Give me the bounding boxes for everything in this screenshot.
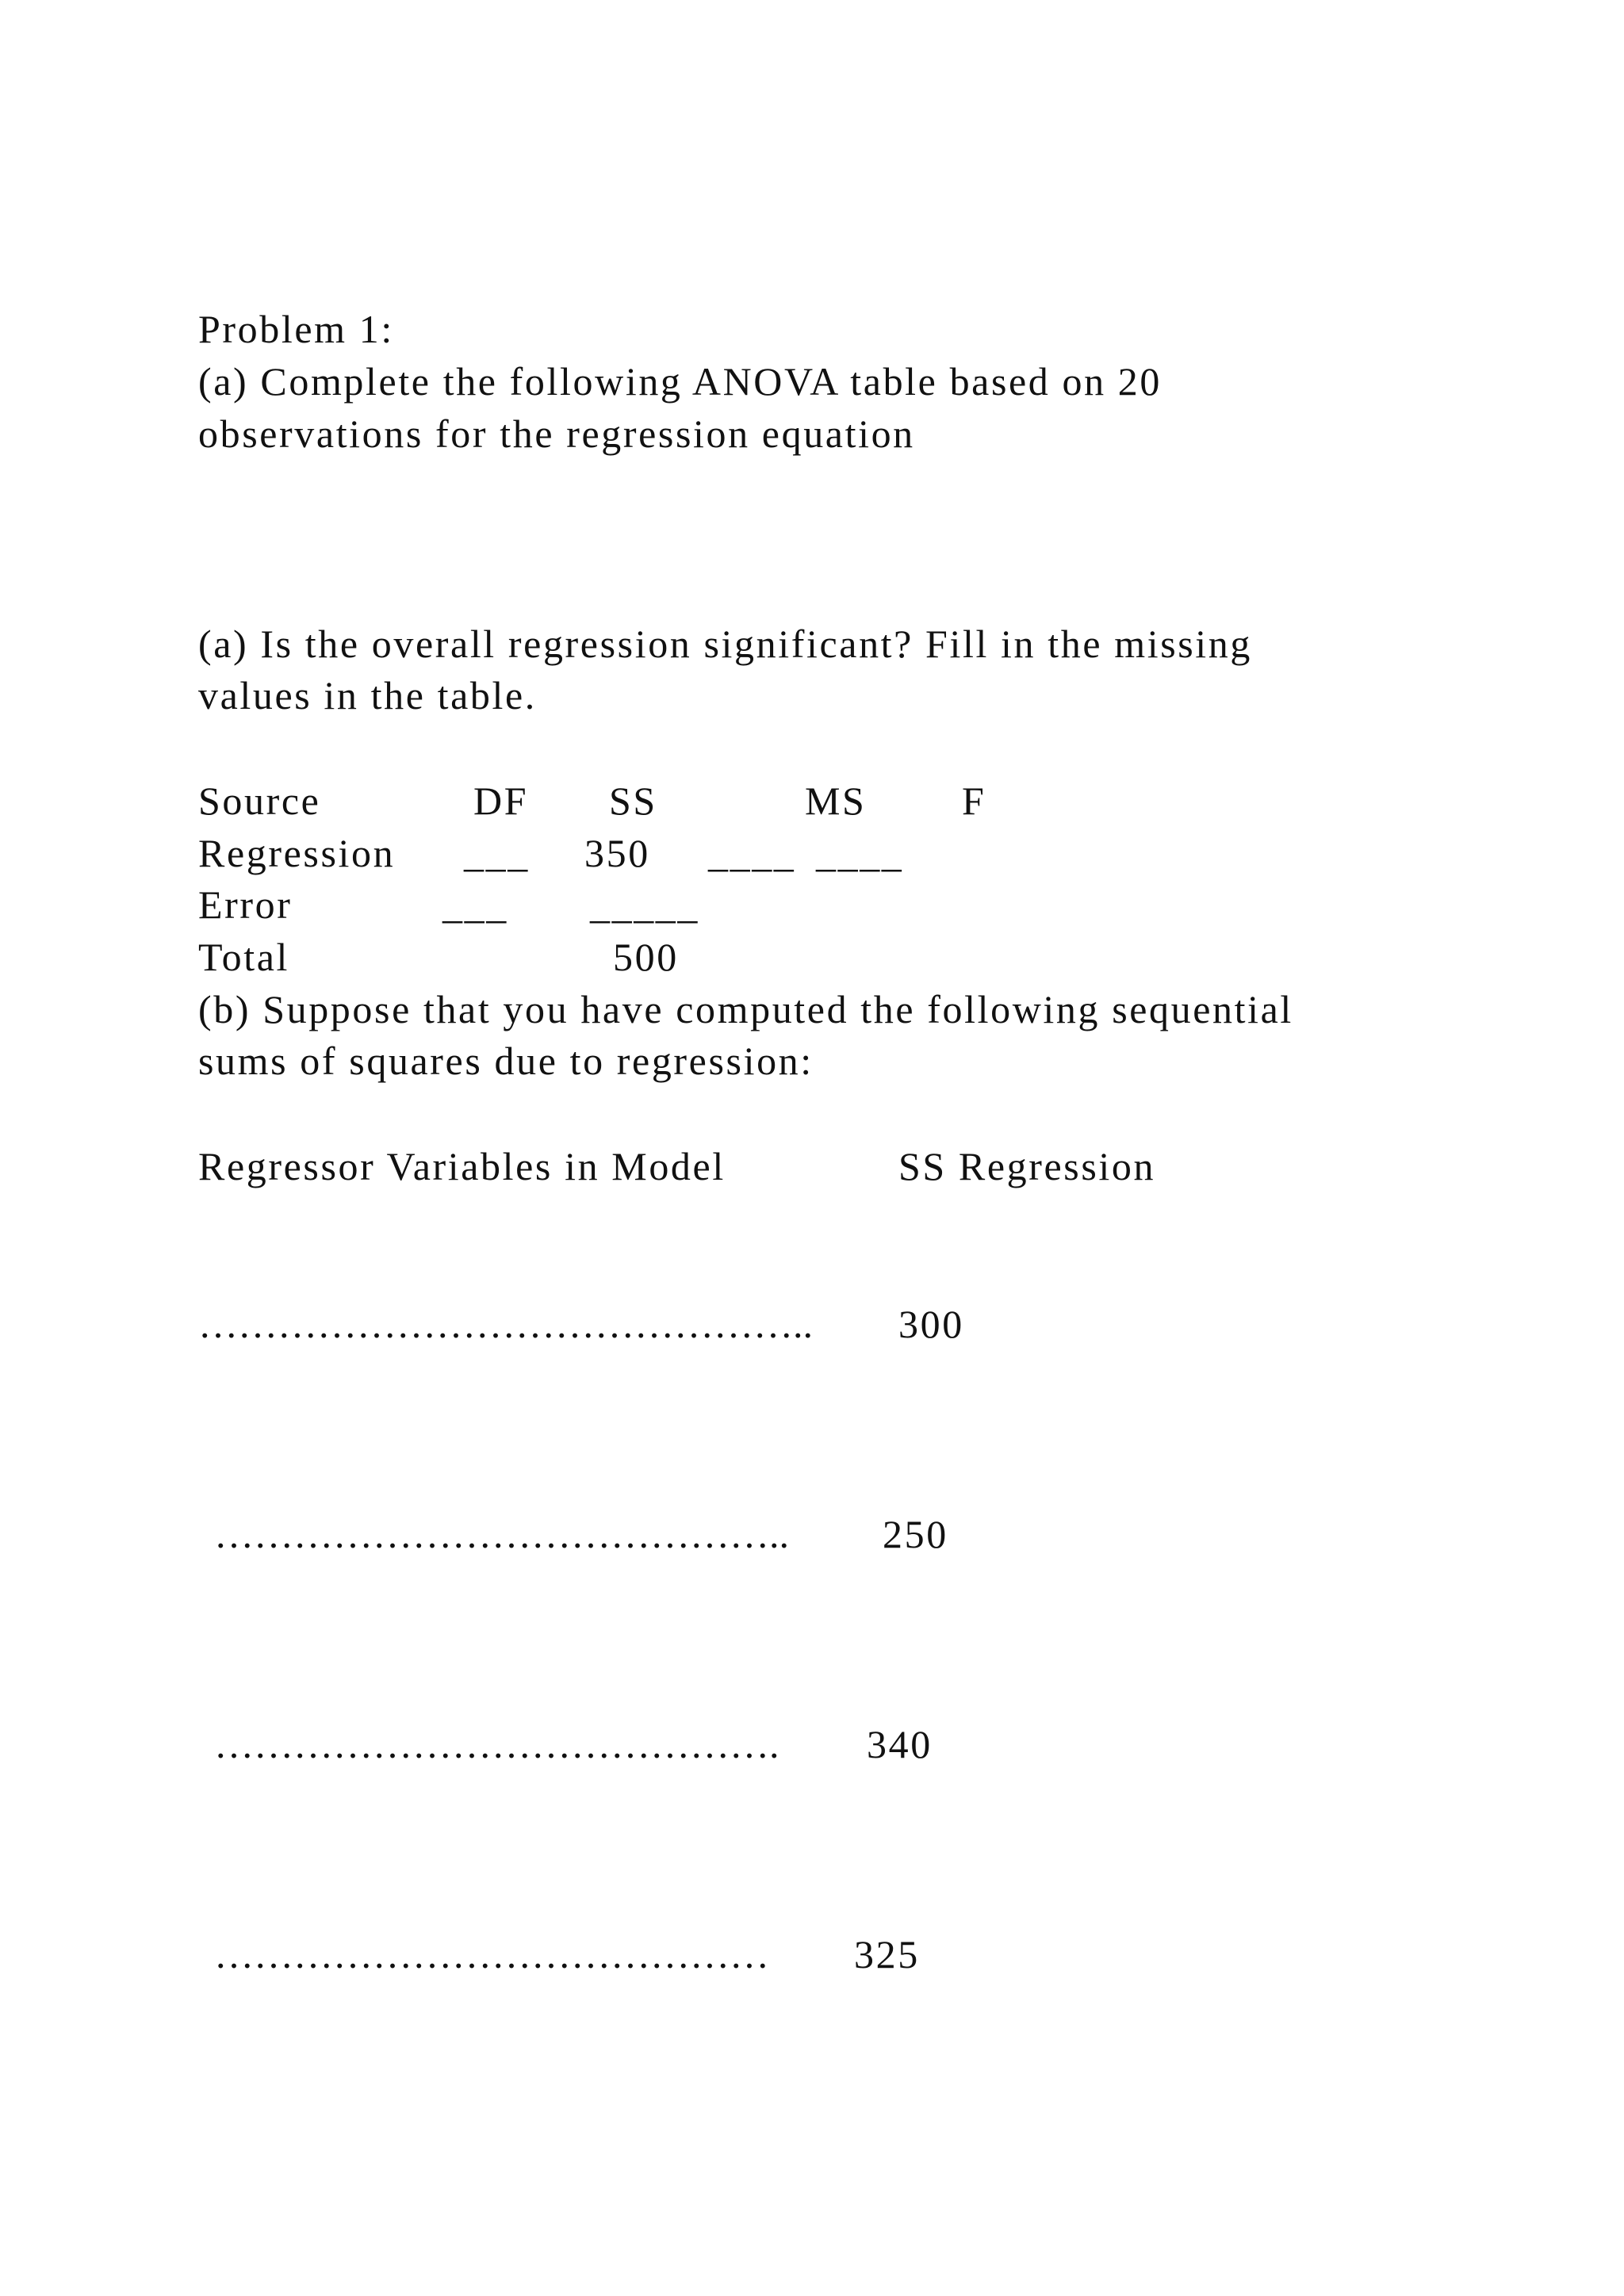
anova-error-ss: _____ [590,882,699,927]
anova-header-ms: MS [805,779,867,823]
anova-total-source: Total [198,935,290,979]
anova-header-ss: SS [609,779,657,823]
anova-header-source: Source [198,779,321,823]
anova-header-f: F [962,779,986,823]
anova-total-ss: 500 [613,935,679,979]
anova-error-df: ___ [442,882,508,927]
sequential-row-2-value: 250 [883,1512,948,1556]
sequential-row-2-leader: …………………………………….. [214,1512,789,1556]
part-b-line-1: (b) Suppose that you have computed the following sequential [198,987,1293,1031]
anova-error-source: Error [198,882,293,927]
sequential-row-1-value: 300 [898,1302,964,1346]
sequential-header-regressors: Regressor Variables in Model [198,1144,726,1188]
anova-regression-ms: ____ [708,831,796,875]
part-a-question-line-1: (a) Is the overall regression significant? Fill in the missing [198,622,1252,666]
anova-regression-ss: 350 [584,831,650,875]
anova-regression-df: ___ [464,831,530,875]
sequential-header-ss-regression: SS Regression [898,1144,1156,1188]
part-a-intro-line-2: observations for the regression equation [198,411,915,456]
part-a-question-line-2: values in the table. [198,673,537,718]
problem-title: Problem 1: [198,307,394,351]
part-a-intro-line-1: (a) Complete the following ANOVA table based on 20 [198,359,1162,404]
sequential-row-3-value: 340 [867,1722,933,1766]
anova-regression-f: ____ [816,831,904,875]
sequential-row-4-leader: …………………………………… [214,1932,769,1976]
sequential-row-4-value: 325 [854,1932,920,1976]
anova-regression-source: Regression [198,831,396,875]
sequential-row-3-leader: ……………………………………. [214,1722,779,1766]
sequential-row-1-leader: ……………………………………….. [198,1302,813,1346]
part-b-line-2: sums of squares due to regression: [198,1039,814,1083]
anova-header-df: DF [473,779,529,823]
